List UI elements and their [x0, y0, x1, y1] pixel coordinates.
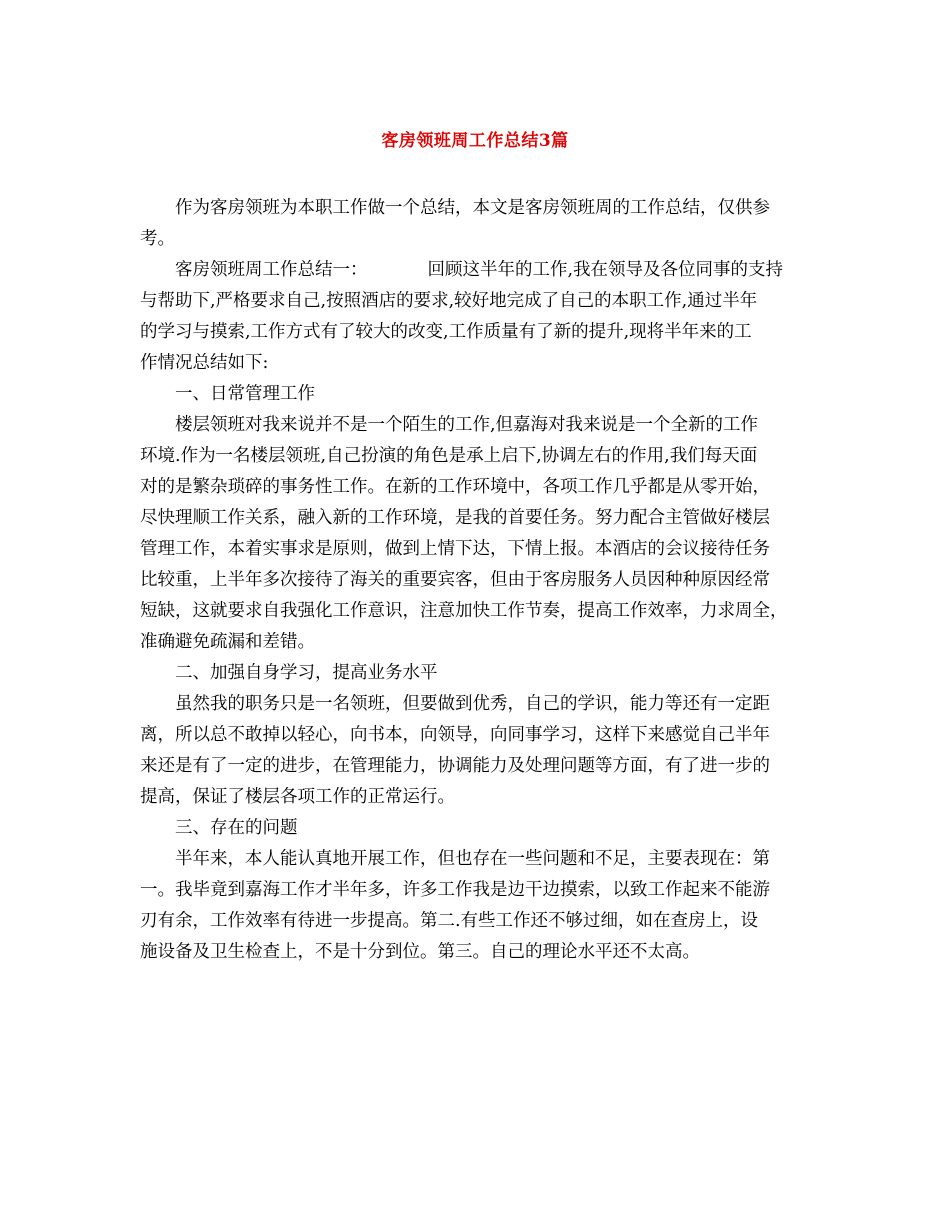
- section-line: 施设备及卫生检查上，不是十分到位。第三。自己的理论水平还不太高。: [140, 942, 700, 962]
- document-title: 客房领班周工作总结3篇: [381, 131, 569, 151]
- section-line: 准确避免疏漏和差错。: [140, 632, 315, 652]
- summary-one-line: 回顾这半年的工作,我在领导及各位同事的支持: [427, 260, 784, 280]
- section-line: 刃有余，工作效率有待进一步提高。第二.有些工作还不够过细，如在查房上，设: [140, 911, 759, 931]
- section-line: 环境.作为一名楼层领班,自己扮演的角色是承上启下,协调左右的作用,我们每天面: [140, 446, 758, 466]
- intro-line: 考。: [140, 229, 175, 249]
- section-heading: 一、日常管理工作: [175, 384, 315, 404]
- summary-one-line: 作情况总结如下:: [140, 353, 269, 373]
- section-line: 短缺，这就要求自我强化工作意识，注意加快工作节奏，提高工作效率，力求周全，: [140, 601, 788, 621]
- section-line: 虽然我的职务只是一名领班，但要做到优秀，自己的学识，能力等还有一定距: [175, 694, 770, 714]
- summary-one-line: 的学习与摸索,工作方式有了较大的改变,工作质量有了新的提升,现将半年来的工: [140, 322, 752, 342]
- section-line: 离，所以总不敢掉以轻心，向书本，向领导，向同事学习，这样下来感觉自己半年: [140, 725, 770, 745]
- summary-one-line: 与帮助下,严格要求自己,按照酒店的要求,较好地完成了自己的本职工作,通过半年: [140, 291, 758, 311]
- section-heading: 三、存在的问题: [175, 818, 298, 838]
- intro-line: 作为客房领班为本职工作做一个总结，本文是客房领班周的工作总结，仅供参: [175, 198, 770, 218]
- section-line: 比较重，上半年多次接待了海关的重要宾客，但由于客房服务人员因种种原因经常: [140, 570, 770, 590]
- section-line: 一。我毕竟到嘉海工作才半年多，许多工作我是边干边摸索，以致工作起来不能游: [140, 880, 770, 900]
- section-line: 提高，保证了楼层各项工作的正常运行。: [140, 787, 455, 807]
- summary-one-heading: 客房领班周工作总结一：: [175, 260, 368, 280]
- section-line: 管理工作，本着实事求是原则，做到上情下达，下情上报。本酒店的会议接待任务: [140, 539, 770, 559]
- section-line: 对的是繁杂琐碎的事务性工作。在新的工作环境中，各项工作几乎都是从零开始，: [140, 477, 770, 497]
- section-line: 尽快理顺工作关系，融入新的工作环境，是我的首要任务。努力配合主管做好楼层: [140, 508, 770, 528]
- section-line: 半年来，本人能认真地开展工作，但也存在一些问题和不足，主要表现在：第: [175, 849, 770, 869]
- section-line: 来还是有了一定的进步，在管理能力，协调能力及处理问题等方面，有了进一步的: [140, 756, 770, 776]
- section-line: 楼层领班对我来说并不是一个陌生的工作,但嘉海对我来说是一个全新的工作: [175, 415, 759, 435]
- section-heading: 二、加强自身学习，提高业务水平: [175, 663, 438, 683]
- summary-one-first-line: [140, 255, 820, 286]
- document-body: [140, 193, 820, 968]
